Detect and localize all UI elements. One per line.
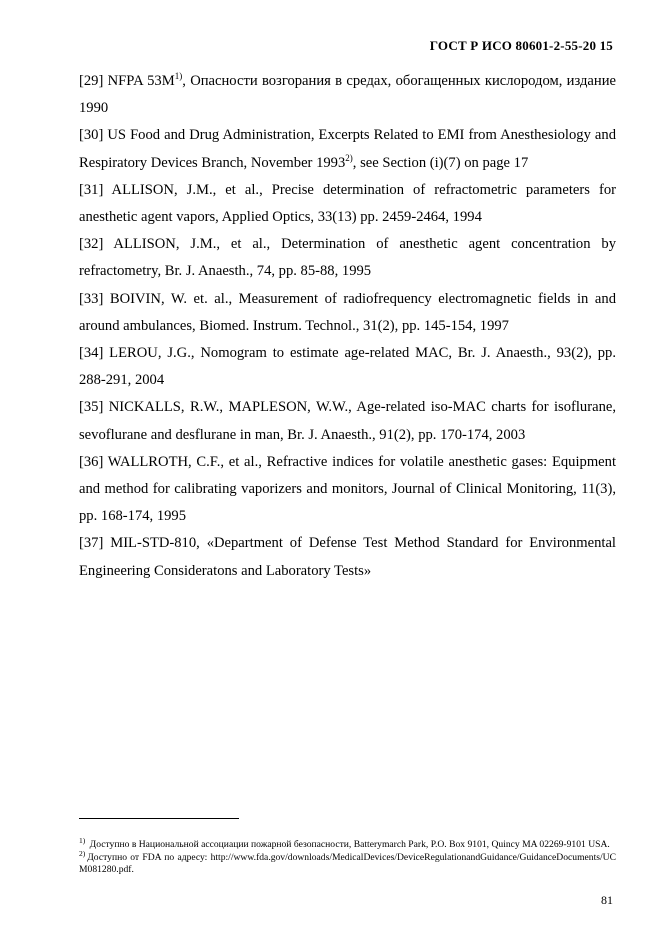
reference-text: [36] WALLROTH, C.F., et al., Refractive indices for volatile anesthetic gases: Equipment and method for calibrating vaporizers and monitors, Journal of Clinical Monitoring, 11(3), pp. 168-174, 1995 bbox=[79, 453, 616, 525]
reference-29 bbox=[79, 68, 616, 122]
reference-35 bbox=[79, 394, 616, 448]
reference-text: [32] ALLISON, J.M., et al., Determination of anesthetic agent concentration by refractometry, Br. J. Anaesth., 74, pp. 85-88, 1995 bbox=[79, 236, 616, 280]
reference-text: [34] LEROU, J.G., Nomogram to estimate age-related MAC, Br. J. Anaesth., 93(2), pp. 288-291, 2004 bbox=[79, 345, 616, 389]
reference-37 bbox=[79, 530, 616, 584]
reference-30 bbox=[79, 122, 616, 176]
page-number: 81 bbox=[601, 893, 613, 907]
reference-text-continued: , see Section (i)(7) on page 17 bbox=[352, 154, 529, 171]
footnote-1 bbox=[79, 835, 616, 851]
footnote-separator bbox=[79, 818, 239, 819]
reference-32 bbox=[79, 231, 616, 285]
reference-31 bbox=[79, 177, 616, 231]
document-header: ГОСТ Р ИСО 80601-2-55-20 15 bbox=[429, 38, 613, 53]
reference-text: [29] NFPA 53M bbox=[79, 73, 175, 89]
reference-33 bbox=[79, 286, 616, 340]
reference-36 bbox=[79, 449, 616, 531]
footnote-marker: 2) bbox=[345, 152, 353, 163]
reference-text: [33] BOIVIN, W. et. al., Measurement of radiofrequency electromagnetic fields in and around ambulances, Biomed. Instrum. Technol., 31(2), pp. 145-154, 1997 bbox=[79, 290, 616, 334]
footnote-mark: 2) bbox=[79, 848, 86, 858]
footnote-text: Доступно в Национальной ассоциации пожарной безопасности, Batterymarch Park, P.O. Box 9101, Quincy MA 02269-9101 USA. bbox=[89, 839, 610, 850]
footnote-marker: 1) bbox=[174, 71, 183, 82]
reference-list bbox=[79, 68, 616, 585]
reference-text: [31] ALLISON, J.M., et al., Precise determination of refractometric parameters for anesthetic agent vapors, Applied Optics, 33(13) pp. 2459-2464, 1994 bbox=[79, 181, 616, 226]
reference-text: [30] US Food and Drug Administration, Excerpts Related to EMI from Anesthesiology and Respiratory Devices Branch, November 1993 bbox=[79, 127, 616, 171]
reference-text: [35] NICKALLS, R.W., MAPLESON, W.W., Age-related iso-MAC charts for isoflurane, sevoflurane and desflurane in man, Br. J. Anaesth., 91(2), pp. 170-174, 2003 bbox=[79, 399, 616, 443]
reference-34 bbox=[79, 340, 616, 394]
footnote-text: Доступно от FDA по адресу: http://www.fda.gov/downloads/MedicalDevices/DeviceRegulationandGuidance/GuidanceDocuments/UCM081280.pdf. bbox=[79, 852, 616, 875]
footnotes bbox=[79, 835, 616, 877]
reference-text: [37] MIL-STD-810, «Department of Defense Test Method Standard for Environmental Engineering Consideratons and Laboratory Tests» bbox=[79, 535, 616, 579]
footnote-2 bbox=[79, 848, 616, 876]
reference-text-continued: , Опасности возгорания в средах, обогащенных кислородом, издание 1990 bbox=[79, 73, 616, 117]
footnote-mark: 1) bbox=[79, 835, 86, 845]
